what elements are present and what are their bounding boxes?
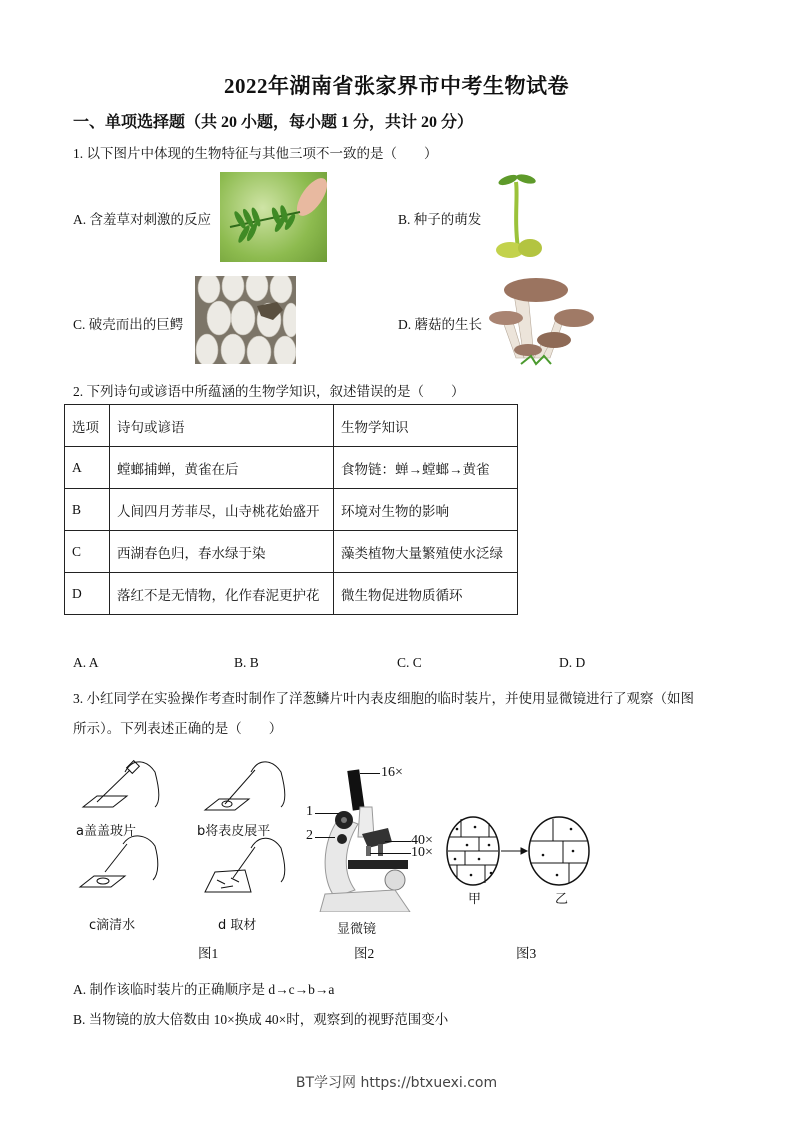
q2-answer-b: B. B xyxy=(234,655,259,670)
table-row xyxy=(65,489,518,531)
table-header: 诗句或谚语 xyxy=(110,405,334,447)
figure3-view-yi: 乙 xyxy=(555,892,569,907)
table-cell: C xyxy=(65,531,110,573)
table-cell: A xyxy=(65,447,110,489)
q1-option-c: C. 破壳而出的巨鳄 xyxy=(73,317,184,332)
table-cell: 落红不是无情物，化作春泥更护花 xyxy=(110,573,334,615)
table-header: 生物学知识 xyxy=(334,405,518,447)
site-footer: BT学习网 https://btxuexi.com xyxy=(295,1075,498,1091)
figure1-step-d: d 取材 xyxy=(218,918,257,933)
table-cell: 微生物促进物质循环 xyxy=(334,573,518,615)
table-cell: B xyxy=(65,489,110,531)
callout-eyepiece-16x: 16× xyxy=(381,765,403,780)
callout-line xyxy=(315,813,339,814)
q3-stem-line1: 3. 小红同学在实验操作考查时制作了洋葱鳞片叶内表皮细胞的临时装片，并使用显微镜进行了观察（如图 xyxy=(73,691,694,706)
table-row xyxy=(65,531,518,573)
table-cell: 藻类植物大量繁殖使水泛绿 xyxy=(334,531,518,573)
section-heading: 一、单项选择题（共 20 小题，每小题 1 分，共计 20 分） xyxy=(73,114,474,131)
q2-answer-c: C. C xyxy=(397,655,422,670)
q1-option-a: A. 含羞草对刺激的反应 xyxy=(73,212,211,227)
figure1-step-a: a盖盖玻片 xyxy=(76,824,136,839)
table-cell: 螳螂捕蝉，黄雀在后 xyxy=(110,447,334,489)
table-cell: D xyxy=(65,573,110,615)
q2-stem: 2. 下列诗句或谚语中所蕴涵的生物学知识，叙述错误的是（ ） xyxy=(73,384,465,399)
q2-answer-a: A. A xyxy=(73,655,99,670)
q1-option-b: B. 种子的萌发 xyxy=(398,212,482,227)
callout-line xyxy=(385,841,411,842)
figure2-label: 显微镜 xyxy=(337,922,377,937)
exam-title: 2022年湖南省张家界市中考生物试卷 xyxy=(224,74,569,98)
figure1-caption: 图1 xyxy=(198,946,219,961)
callout-1: 1 xyxy=(306,804,313,819)
callout-objective-40x: 40× xyxy=(411,833,433,848)
figure1-step-c: c滴清水 xyxy=(89,918,136,933)
table-cell: 人间四月芳菲尽，山寺桃花始盛开 xyxy=(110,489,334,531)
table-row xyxy=(65,447,518,489)
q3-stem-line2: 所示）。下列表述正确的是（ ） xyxy=(73,721,283,736)
figure3-caption: 图3 xyxy=(516,946,537,961)
callout-2: 2 xyxy=(306,828,313,843)
q2-table xyxy=(64,404,518,615)
table-header: 选项 xyxy=(65,405,110,447)
callout-line xyxy=(360,773,380,774)
figure1-step-b: b将表皮展平 xyxy=(197,824,271,839)
figure3-cell-views xyxy=(445,815,595,887)
q1-stem: 1. 以下图片中体现的生物特征与其他三项不一致的是（ ） xyxy=(73,146,438,161)
figure3-view-jia: 甲 xyxy=(468,892,482,907)
crocodile-eggs-image xyxy=(195,276,296,364)
callout-line xyxy=(315,837,335,838)
q3-option-a: A. 制作该临时装片的正确顺序是 d→c→b→a xyxy=(73,982,335,997)
table-cell: 食物链：蝉→螳螂→黄雀 xyxy=(334,447,518,489)
table-cell: 西湖春色归，春水绿于染 xyxy=(110,531,334,573)
q3-option-b: B. 当物镜的放大倍数由 10×换成 40×时，观察到的视野范围变小 xyxy=(73,1012,449,1027)
table-cell: 环境对生物的影响 xyxy=(334,489,518,531)
callout-objective-10x: 10× xyxy=(411,845,433,860)
q2-answer-d: D. D xyxy=(559,655,586,670)
table-row xyxy=(65,573,518,615)
mushroom-image xyxy=(486,274,596,366)
figure2-caption: 图2 xyxy=(354,946,375,961)
seedling-image xyxy=(488,170,553,262)
callout-line xyxy=(370,853,411,854)
q1-option-d: D. 蘑菇的生长 xyxy=(398,317,482,332)
table-header-row xyxy=(65,405,518,447)
mimosa-image xyxy=(220,172,327,262)
